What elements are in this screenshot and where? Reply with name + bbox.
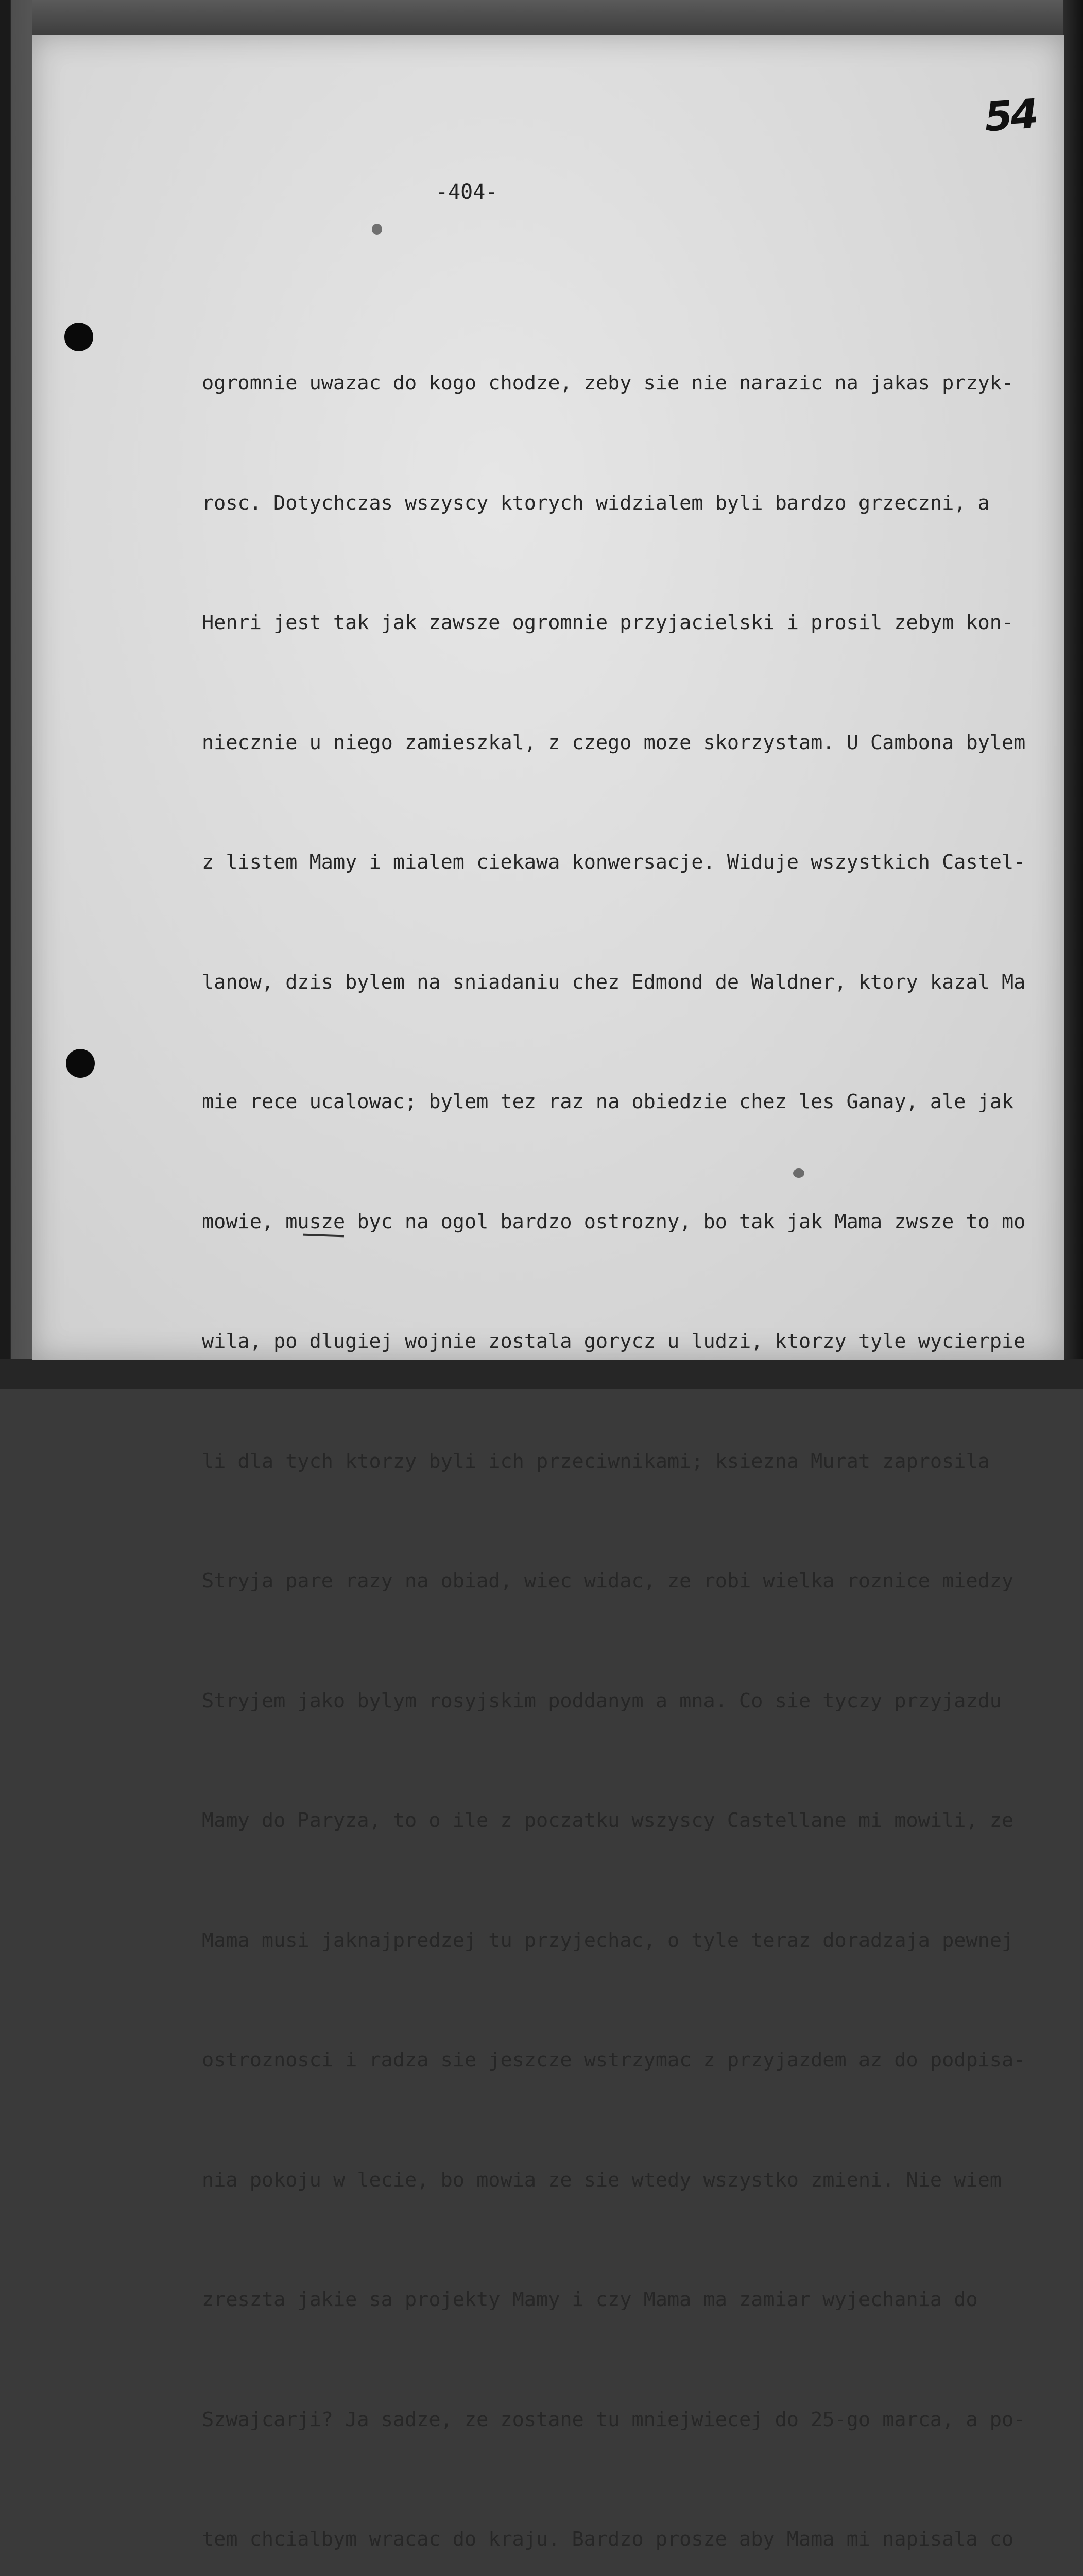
scan-top-border bbox=[0, 0, 1083, 36]
typed-folio-number: -404- bbox=[436, 180, 498, 204]
letter-body bbox=[202, 283, 1052, 2576]
text-line: ostroznosci i radza sie jeszcze wstrzymac z przyjazdem az do podpisa- bbox=[202, 2048, 1026, 2072]
text-line: mie rece ucalowac; bylem tez raz na obiedzie chez les Ganay, ale jak bbox=[202, 1090, 1014, 1113]
text-line: Henri jest tak jak zawsze ogromnie przyjacielski i prosil zebym kon- bbox=[202, 611, 1014, 634]
text-line: Stryjem jako bylym rosyjskim poddanym a mna. Co sie tyczy przyjazdu bbox=[202, 1689, 1002, 1713]
text-line: nia pokoju w lecie, bo mowia ze sie wtedy wszystko zmieni. Nie wiem bbox=[202, 2168, 1002, 2192]
text-line: Stryja pare razy na obiad, wiec widac, ze robi wielka roznice miedzy bbox=[202, 1569, 1014, 1592]
punch-hole-bottom bbox=[66, 1049, 95, 1078]
text-line: Szwajcarji? Ja sadze, ze zostane tu mniejwiecej do 25-go marca, a po- bbox=[202, 2408, 1026, 2431]
scan-right-border bbox=[1063, 0, 1083, 1389]
text-line: li dla tych ktorzy byli ich przeciwnikami; ksiezna Murat zaprosila bbox=[202, 1449, 990, 1473]
text-line: niecznie u niego zamieszkal, z czego moze skorzystam. U Cambona bylem bbox=[202, 731, 1026, 754]
text-line: wila, po dlugiej wojnie zostala gorycz u ludzi, ktorzy tyle wycierpie bbox=[202, 1330, 1026, 1353]
text-line: mowie, musze byc na ogol bardzo ostrozny, bo tak jak Mama zwsze to mo bbox=[202, 1210, 1026, 1233]
text-line: ogromnie uwazac do kogo chodze, zeby sie nie narazic na jakas przyk- bbox=[202, 371, 1014, 395]
text-line: Mama musi jaknajpredzej tu przyjechac, o tyle teraz doradzaja pewnej bbox=[202, 1928, 1014, 1952]
text-line: rosc. Dotychczas wszyscy ktorych widzialem byli bardzo grzeczni, a bbox=[202, 491, 990, 515]
handwritten-page-number: 54 bbox=[983, 91, 1038, 141]
text-line: lanow, dzis bylem na sniadaniu chez Edmond de Waldner, ktory kazal Ma bbox=[202, 970, 1026, 994]
scan-left-border bbox=[0, 0, 32, 1389]
text-line: zreszta jakie sa projekty Mamy i czy Mama ma zamiar wyjechania do bbox=[202, 2288, 978, 2311]
punch-hole-top bbox=[64, 323, 93, 351]
text-line: z listem Mamy i mialem ciekawa konwersacje. Widuje wszystkich Castel- bbox=[202, 851, 1026, 874]
ink-smudge bbox=[372, 224, 382, 235]
text-line: Mamy do Paryza, to o ile z poczatku wszyscy Castellane mi mowili, ze bbox=[202, 1809, 1014, 1832]
text-line: tem chcialbym wracac do kraju. Bardzo prosze aby Mama mi napisala co bbox=[202, 2528, 1014, 2551]
